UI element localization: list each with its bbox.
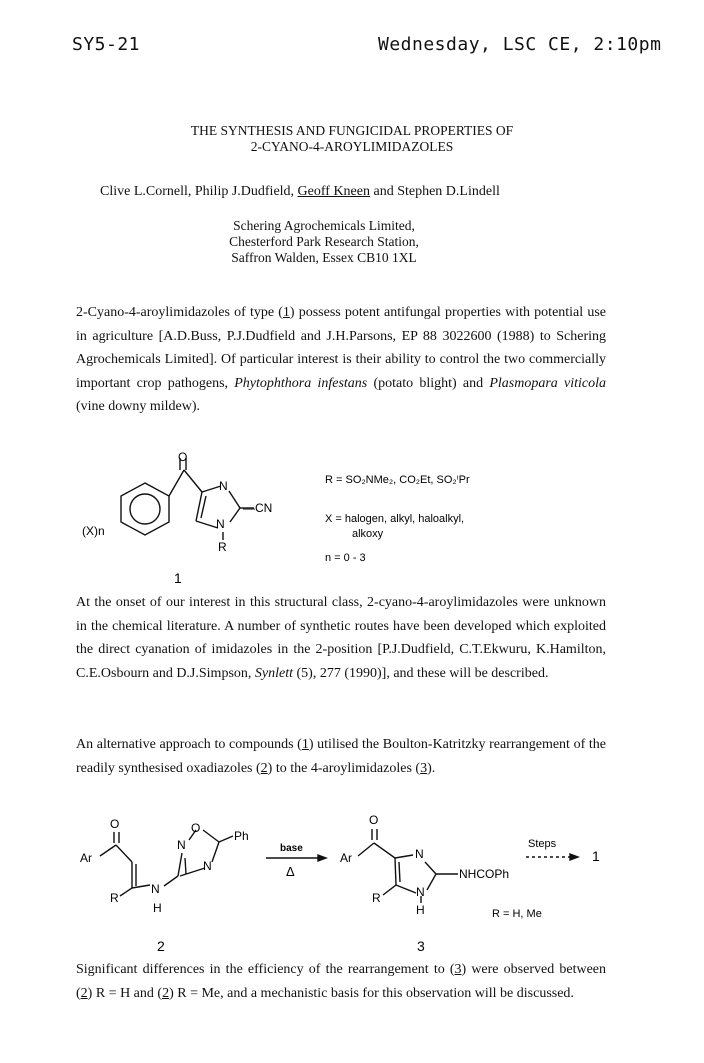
s1-carbonyl-o: O bbox=[178, 450, 188, 464]
s1-n-bottom: N bbox=[216, 517, 225, 531]
s1-def-x: X = halogen, alkyl, haloalkyl, bbox=[325, 513, 465, 525]
para3-text-b: ) utilised the Boulton-Katritzky rearrangement of the readily synthesised oxadiazoles ( bbox=[76, 737, 606, 776]
c3-ring-n: N bbox=[415, 847, 424, 861]
para3-text-c: ) to the 4-aroylimidazoles ( bbox=[267, 760, 421, 776]
para1-text-c: (potato blight) and bbox=[367, 375, 490, 391]
affiliation-line-3: Saffron Walden, Essex CB10 1XL bbox=[231, 250, 417, 265]
c2-r: R bbox=[110, 891, 119, 905]
para4-text-b: ) were observed between ( bbox=[76, 962, 606, 1001]
c2-carbonyl-o: O bbox=[110, 817, 120, 831]
species-plasmopara: Plasmopara viticola bbox=[489, 375, 607, 391]
c3-carbonyl-o: O bbox=[369, 813, 379, 827]
steps-target: 1 bbox=[592, 848, 600, 864]
para1-text-b: ) possess potent antifungal properties with potential use in agriculture [A.D.Buss, P.J.Dudfield and J.H.Parsons, EP 88 3022600 (1988) to Schering Agrochemicals Limited]. Of particular interest is their ability to control the two commercially important crop pathogens, bbox=[76, 305, 606, 391]
para1-compound-ref: 1 bbox=[282, 305, 290, 320]
para4-text-d: ) R = Me, and a mechanistic basis for this observation will be discussed. bbox=[169, 985, 574, 1001]
s1-def-x-cont: alkoxy bbox=[352, 528, 384, 540]
para3-ref-2: 2 bbox=[260, 760, 268, 776]
para4-ref-3: 2 bbox=[162, 985, 170, 1001]
c2-nh-h: H bbox=[153, 901, 162, 915]
journal-synlett: Synlett bbox=[254, 665, 294, 681]
species-phytophthora: Phytophthora infestans bbox=[234, 375, 368, 391]
c3-nhcoph: NHCOPh bbox=[459, 867, 510, 881]
para1-text-d: (vine downy mildew). bbox=[76, 399, 201, 414]
s1-def-r: R = SO₂NMe₂, CO₂Et, SO₂ⁱPr bbox=[325, 474, 470, 486]
para2-text-b: (5), 277 (1990)], and these will be described. bbox=[293, 665, 549, 681]
c2-ring-n1: N bbox=[177, 838, 186, 852]
session-code: SY5-21 bbox=[72, 34, 141, 55]
s1-cyano: —CN bbox=[243, 501, 273, 515]
s1-n-top: N bbox=[219, 479, 228, 493]
abstract-paragraph-4 bbox=[76, 958, 606, 1005]
s1-xn: (X)n bbox=[82, 524, 105, 538]
para1-text-a: 2-Cyano-4-aroylimidazoles of type ( bbox=[76, 305, 283, 320]
steps-label: Steps bbox=[528, 838, 557, 850]
arrow-heat: Δ bbox=[286, 864, 295, 879]
title-line-2: 2-CYANO-4-AROYLIMIDAZOLES bbox=[250, 139, 454, 154]
para4-text-a: Significant differences in the efficiency of the rearrangement to ( bbox=[76, 962, 455, 977]
s1-r: R bbox=[218, 540, 227, 554]
para4-text-c: ) R = H and ( bbox=[87, 985, 163, 1001]
para3-ref-1: 1 bbox=[301, 737, 309, 752]
para2-text-a: At the onset of our interest in this structural class, 2-cyano-4-aroylimidazoles were unknown in the chemical literature. A number of synthetic routes have been developed which exploited the direct cyanation of imidazoles in the 2-position [P.J.Dudfield, C.T.Ekwuru, K.Hamilton, C.E.Osbourn and D.J.Simpson, bbox=[76, 595, 606, 681]
c2-ph: Ph bbox=[234, 829, 249, 843]
affiliation-line-2: Chesterford Park Research Station, bbox=[229, 234, 419, 249]
compound-3-label: 3 bbox=[417, 938, 425, 954]
affiliation-line-1: Schering Agrochemicals Limited, bbox=[233, 218, 415, 233]
arrow-reagent: base bbox=[280, 843, 303, 854]
para3-ref-3: 3 bbox=[420, 760, 428, 776]
compound-2-label: 2 bbox=[157, 938, 165, 954]
c3-ring-nh: N bbox=[416, 885, 425, 899]
c2-ring-o: O bbox=[191, 821, 201, 835]
title-line-1: THE SYNTHESIS AND FUNGICIDAL PROPERTIES OF bbox=[190, 123, 514, 138]
c2-ring-n2: N bbox=[203, 859, 212, 873]
session-time: Wednesday, LSC CE, 2:10pm bbox=[378, 34, 662, 55]
c3-r: R bbox=[372, 891, 381, 905]
authors-before: Clive L.Cornell, Philip J.Dudfield, bbox=[100, 184, 298, 199]
c2-nh-n: N bbox=[151, 882, 160, 896]
para4-ref-2: 2 bbox=[80, 985, 88, 1001]
authors-after: and Stephen D.Lindell bbox=[369, 184, 500, 199]
s1-def-n: n = 0 - 3 bbox=[325, 552, 366, 564]
presenting-author: Geoff Kneen bbox=[297, 184, 370, 199]
r-definition: R = H, Me bbox=[492, 908, 542, 920]
para3-text-a: An alternative approach to compounds ( bbox=[76, 737, 302, 752]
c3-ar: Ar bbox=[340, 851, 352, 865]
compound-1-label: 1 bbox=[174, 570, 182, 586]
para4-ref-1: 3 bbox=[454, 962, 462, 977]
c3-ring-h: H bbox=[416, 903, 425, 917]
para3-text-d: ). bbox=[427, 760, 436, 776]
c2-ar: Ar bbox=[80, 851, 92, 865]
